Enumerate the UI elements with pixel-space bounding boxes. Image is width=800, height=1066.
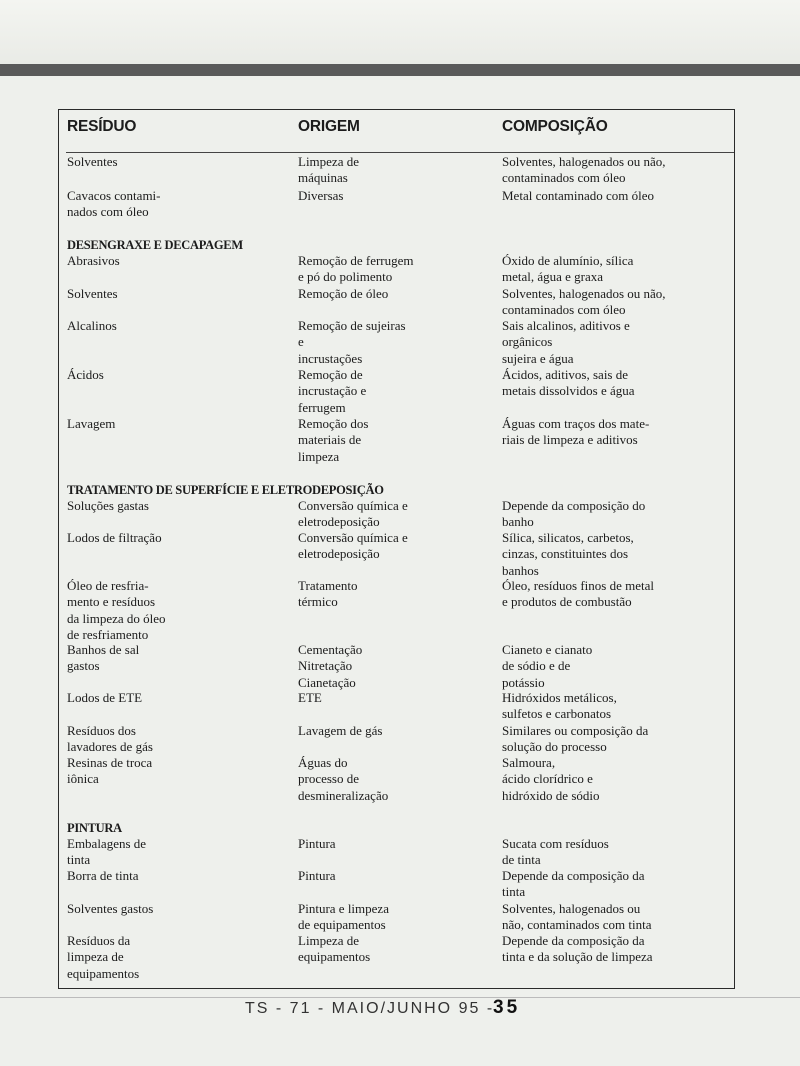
section-title: PINTURA [67,821,122,835]
cell-origem: Remoção de incrustação e ferrugem [298,367,367,415]
cell-origem: Conversão química e eletrodeposição [298,530,408,562]
header-composicao: COMPOSIÇÃO [502,118,608,135]
cell-residuo: Solventes [67,154,118,169]
cell-residuo: Abrasivos [67,253,120,268]
cell-composicao: Salmoura, ácido clorídrico e hidróxido de sódio [502,755,600,803]
page-number: 35 [493,997,521,1018]
cell-composicao: Solventes, halogenados ou não, contaminados com óleo [502,154,666,186]
cell-residuo: Cavacos contami- nados com óleo [67,188,161,220]
cell-origem: Pintura [298,868,336,883]
cell-composicao: Solventes, halogenados ou não, contaminados com tinta [502,901,652,933]
cell-composicao: Sílica, silicatos, carbetos, cinzas, constituintes dos banhos [502,530,634,578]
footer-issue: TS - 71 - MAIO/JUNHO 95 - [245,1000,495,1017]
cell-origem: Diversas [298,188,344,203]
cell-origem: Conversão química e eletrodeposição [298,498,408,530]
cell-origem: Lavagem de gás [298,723,383,738]
cell-composicao: Depende da composição da tinta e da solução de limpeza [502,933,653,965]
cell-origem: Remoção de óleo [298,286,389,301]
cell-origem: Limpeza de máquinas [298,154,359,186]
cell-origem: ETE [298,690,322,705]
cell-composicao: Sucata com resíduos de tinta [502,836,609,868]
cell-residuo: Resíduos da limpeza de equipamentos [67,933,140,981]
header-rule [66,152,734,153]
cell-residuo: Solventes gastos [67,901,154,916]
cell-composicao: Depende da composição do banho [502,498,646,530]
cell-residuo: Óleo de resfria- mento e resíduos da limpeza do óleo de resfriamento [67,578,166,643]
cell-composicao: Sais alcalinos, aditivos e orgânicos sujeira e água [502,318,630,366]
header-residuo: RESÍDUO [67,118,137,135]
cell-residuo: Alcalinos [67,318,117,333]
cell-residuo: Solventes [67,286,118,301]
cell-composicao: Óxido de alumínio, sílica metal, água e graxa [502,253,634,285]
cell-origem: Águas do processo de desmineralização [298,755,389,803]
cell-composicao: Solventes, halogenados ou não, contaminados com óleo [502,286,666,318]
header-origem: ORIGEM [298,118,360,135]
cell-residuo: Ácidos [67,367,104,382]
section-title: DESENGRAXE E DECAPAGEM [67,238,243,252]
cell-residuo: Resinas de troca iônica [67,755,153,787]
cell-composicao: Metal contaminado com óleo [502,188,654,203]
section-title: TRATAMENTO DE SUPERFÍCIE E ELETRODEPOSIÇÃO [67,483,384,497]
cell-residuo: Lodos de filtração [67,530,162,545]
cell-origem: Remoção dos materiais de limpeza [298,416,369,464]
cell-origem: Cementação Nitretação Cianetação [298,642,363,690]
top-rule-bar [0,64,800,76]
footer-rule [0,997,800,998]
cell-residuo: Banhos de sal gastos [67,642,140,674]
cell-origem: Remoção de ferrugem e pó do polimento [298,253,414,285]
cell-composicao: Óleo, resíduos finos de metal e produtos de combustão [502,578,654,610]
cell-origem: Pintura [298,836,336,851]
cell-composicao: Ácidos, aditivos, sais de metais dissolvidos e água [502,367,635,399]
cell-residuo: Embalagens de tinta [67,836,147,868]
cell-residuo: Lavagem [67,416,116,431]
cell-origem: Tratamento térmico [298,578,358,610]
cell-residuo: Resíduos dos lavadores de gás [67,723,153,755]
cell-residuo: Borra de tinta [67,868,139,883]
cell-composicao: Hidróxidos metálicos, sulfetos e carbonatos [502,690,617,722]
cell-composicao: Cianeto e cianato de sódio e de potássio [502,642,593,690]
cell-origem: Remoção de sujeiras e incrustações [298,318,406,366]
top-bleed-area [0,0,800,64]
cell-composicao: Depende da composição da tinta [502,868,645,900]
cell-composicao: Águas com traços dos mate- riais de limpeza e aditivos [502,416,650,448]
cell-residuo: Soluções gastas [67,498,149,513]
cell-residuo: Lodos de ETE [67,690,143,705]
cell-origem: Pintura e limpeza de equipamentos [298,901,389,933]
cell-composicao: Similares ou composição da solução do processo [502,723,649,755]
cell-origem: Limpeza de equipamentos [298,933,371,965]
